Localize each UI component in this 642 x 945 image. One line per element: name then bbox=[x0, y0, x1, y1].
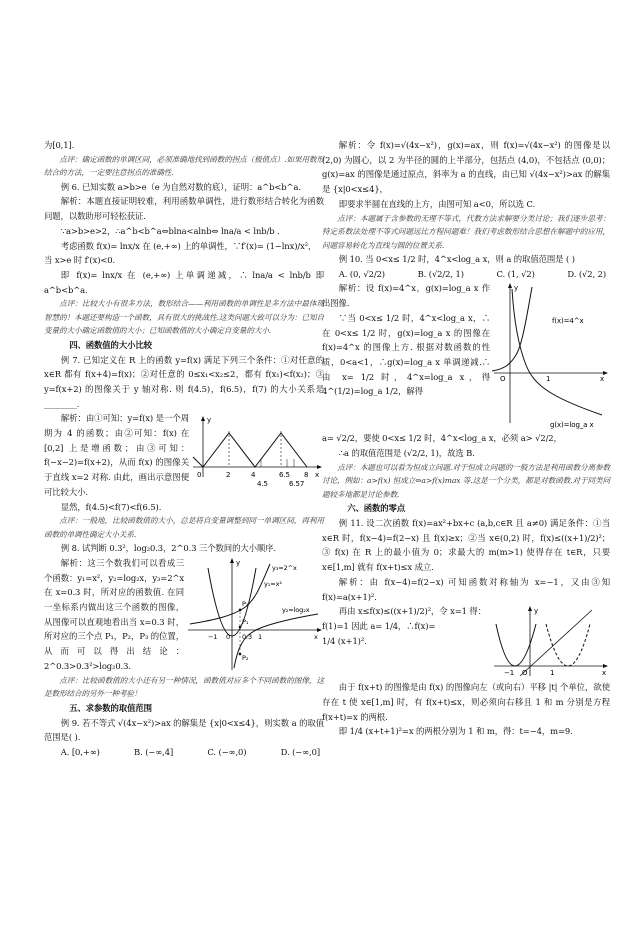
tick-label: 6.57 bbox=[289, 480, 305, 489]
result-line: 显然，f(4.5)<f(7)<f(6.5). bbox=[60, 501, 162, 512]
three-functions-figure bbox=[184, 556, 324, 674]
example-11-title: 例 11. 设二次函数 f(x)=ax²+bx+c (a,b,c∈R 且 a≠0) 满足条件：①当 x∈R 时，f(x−4)=f(2−x) 且 f(x)≥x；②当 x∈(0,2) 时，f(x)≤((x+1)/2)²；③ f(x) 在 R 上的最小值为 0；求最大的 m(m>1) 使得存在 t∈R，只要 x∈[1,m] 就有 f(x+t)≤x 成立. bbox=[322, 518, 610, 573]
analysis: f(1)=1 因此 a= 1/4，∴f(x)= bbox=[322, 620, 436, 631]
curve-label: f(x)=4^x bbox=[552, 317, 584, 326]
text-line: 当 x>e 时 f′(x)<0. bbox=[44, 255, 116, 266]
example-7-title: 例 7. 已知定义在 R 上的函数 y=f(x) 满足下列三个条件：①对任意的 x∈R 都有 f(x+4)=f(x)；②对任意的 0≤x₁<x₂≤2，都有 f(x₁)<f(x₂)；③ y=f(x+2) 的图像关于 y 轴对称. 则 f(4.5)，f(6.5)，f(7) 的大小关系是________. bbox=[44, 354, 324, 409]
tick-label: 0 bbox=[197, 471, 202, 480]
point-label: P₂ bbox=[242, 653, 249, 662]
answer-options bbox=[44, 745, 324, 760]
tick-label: 0 bbox=[226, 632, 231, 641]
commentary: 点评：确定函数的单调区间，必须准确地找到函数的拐点（极值点）.如果用数形结合的方法，一定要注意拐点的准确性. bbox=[44, 154, 324, 178]
commentary: 点评：比较大小有很多方法，数形结合——利用函数的单调性是多方法中最体现智慧的！本题还要构造一个函数，具有很大的挑战性.这类问题大致可以分为：已知自变量的大小确定函数值的大小；已知函数值的大小确定自变量的大小. bbox=[44, 299, 324, 336]
point-label: P₃ bbox=[242, 599, 249, 608]
formula-line: ∵a>b>e>2，∴a^b<b^a⇔blna<alnb⇔ lna/a < lnb/b . bbox=[60, 225, 280, 236]
option-b: B. (√2/2, 1) bbox=[417, 268, 464, 279]
tick-label: O bbox=[500, 375, 506, 384]
exp-log-figure bbox=[490, 281, 610, 431]
tick-label: 6.5 bbox=[279, 471, 290, 480]
commentary: 点评：一般地，比较函数值的大小，总是将自变量调整到同一单调区间，再利用函数的单调性确定大小关系. bbox=[44, 516, 324, 539]
commentary: 点评：本题也可以看为恒成立问题.对于恒成立问题的一般方法是利用函数分离参数讨论，例如：a>f(x) 恒成立⇔a>f(x)max 等.这是一个分类，都是对数函数.对于同类问题较多地都是讨论参数. bbox=[322, 462, 610, 499]
curve-label: y₂=log₂x bbox=[282, 605, 310, 614]
tick-label: 1 bbox=[550, 669, 555, 678]
point-label: P₁ bbox=[242, 617, 249, 626]
analysis: a= √2/2，要使 0<x≤ 1/2 时，4^x<log_a x，必须 a> √2/2， bbox=[322, 433, 562, 444]
right-column bbox=[322, 138, 610, 739]
analysis: 由于 f(x+t) 的图像是由 f(x) 的图像向左（或向右）平移 |t| 个单位，欲使存在 t 使 x∈[1,m] 时，有 f(x+t)≤x，则必须向右移且 1 和 m 分别是方程 f(x+t)=x 的两根. bbox=[322, 682, 610, 722]
tick-label: O bbox=[522, 669, 528, 678]
example-6-title: 例 6. 已知实数 a>b>e（e 为自然对数的底），证明：a^b<b^a. bbox=[60, 181, 301, 192]
analysis: 解析：设 f(x)=4^x，g(x)=log_a x 作出图像. bbox=[322, 283, 490, 309]
y-axis-label: y bbox=[207, 416, 212, 425]
analysis: 解析：本题直接证明较难，利用函数单调性，进行数形结合转化为函数问题，以数助形可轻松获证. bbox=[44, 196, 324, 222]
tick-label: x bbox=[602, 669, 607, 678]
analysis: 解析：令 f(x)=√(4x−x²)，g(x)=ax，则 f(x)=√(4x−x²) 的图像是以 (2,0) 为圆心，以 2 为半径的圆的上半部分，包括点 (4,0)，不包括点 (0,0)；g(x)=ax 的图像是通过原点，斜率为 a 的直线，由已知 √(4x−x²)>ax 的解集是 {x|0<x≤4}， bbox=[322, 140, 610, 195]
formula-line: 即 f(x)= lnx/x 在 (e,+∞) 上单调递减，∴ lna/a < lnb/b 即 a^b<b^a. bbox=[44, 269, 324, 295]
tick-label: −1 bbox=[504, 669, 515, 678]
formula-line: 考虑函数 f(x)= lnx/x 在 (e,+∞) 上的单调性，∵f′(x)= (1−lnx)/x²， bbox=[60, 240, 317, 251]
curve-label: y₁=x² bbox=[264, 579, 282, 588]
y-axis-label: y bbox=[236, 558, 241, 567]
analysis: ∵当 0<x≤ 1/2 时，4^x<log_a x，∴在 0<x≤ 1/2 时，g(x)=log_a x 的图像在 f(x)=4^x 的图像上方. 根据对数函数的性质，0<a<1，∴g(x)=log_a x 单调递减.∴由 x= 1/2 时，4^x=log_a x，得 4^(1/2)=log_a 1/2，解得 bbox=[322, 312, 490, 397]
left-column bbox=[44, 138, 324, 760]
text-line: 为[0,1]. bbox=[44, 140, 75, 150]
example-10-title: 例 10. 当 0<x≤ 1/2 时，4^x<log_a x，则 a 的取值范围是 ( ) bbox=[338, 254, 575, 265]
tick-label: 0.3 bbox=[242, 632, 253, 641]
result-line: 即要求半圆在直线的上方，由图可知 a<0，所以选 C. bbox=[338, 198, 536, 209]
tick-label: 8 bbox=[304, 471, 309, 480]
section-heading: 四、函数值的大小比较 bbox=[69, 339, 152, 350]
analysis: 再由 x≤f(x)≤((x+1)/2)²，令 x=1 得： bbox=[338, 606, 486, 617]
curve-label: g(x)=log_a x bbox=[550, 421, 594, 430]
analysis: 解析：由①可知：y=f(x) 是一个周期为 4 的函数；由②可知：f(x) 在 [0,2] 上是增函数；由③可知：f(−x−2)=f(x+2)，从而 f(x) 的图像关于直线 x=2 对称. 由此，画出示意图便可比较大小. bbox=[44, 413, 189, 497]
option-a: A. [0,+∞) bbox=[60, 747, 100, 758]
option-d: D. (√2, 2) bbox=[567, 268, 606, 279]
tick-label: −1 bbox=[208, 632, 218, 641]
option-d: D. (−∞,0] bbox=[280, 747, 320, 758]
formula-line: 1/4 (x+1)². bbox=[322, 635, 367, 646]
periodic-function-figure bbox=[189, 411, 324, 489]
section-heading: 五、求参数的取值范围 bbox=[69, 702, 152, 713]
tick-label: 4.5 bbox=[257, 480, 268, 489]
example-8-block bbox=[44, 556, 324, 674]
example-7-block bbox=[44, 411, 324, 499]
tick-label: 4 bbox=[251, 471, 256, 480]
tick-label: 2 bbox=[226, 471, 231, 480]
tick-label: x bbox=[600, 375, 605, 384]
analysis: 解析：由 f(x−4)=f(2−x) 可知函数对称轴为 x=−1，又由③知 f(x)=a(x+1)². bbox=[322, 576, 610, 602]
example-11-block bbox=[322, 604, 610, 680]
analysis: 解析：这三个数我们可以看成三个函数：y₁=x²，y₂=log₂x，y₃=2^x 在 x=0.3 时，所对应的函数值. 在同一坐标系内做出这三个函数的图像，从图像可以直观地看出当 x=0.3 时，所对应的三个点 P₁，P₂，P₃ 的位置，从而可以得出结论：2^0.3>0.3²>log₂0.3. bbox=[44, 557, 184, 671]
parabola-figure bbox=[490, 604, 610, 680]
tick-label: x bbox=[315, 471, 320, 480]
tick-label: 1 bbox=[546, 375, 551, 384]
commentary: 点评：本题属于含参数的无理不等式，代数方法求解要分类讨论；我们逐步思考：特定系数法处理不等式问题远比方程问题难！我们考虑数形结合思想在解题中的应用，问题容易转化为直线与圆的位置关系. bbox=[322, 213, 610, 250]
example-8-title: 例 8. 试判断 0.3²，log₂0.3，2^0.3 三个数间的大小顺序. bbox=[60, 543, 277, 554]
option-c: C. (−∞,0) bbox=[207, 747, 247, 758]
option-b: B. (−∞,4] bbox=[134, 747, 174, 758]
example-10-block bbox=[322, 281, 610, 431]
y-axis-label: y bbox=[514, 284, 519, 293]
example-9-title: 例 9. 若不等式 √(4x−x²)>ax 的解集是 {x|0<x≤4}，则实数 a 的取值范围是( ). bbox=[44, 717, 324, 743]
tick-label: x bbox=[314, 632, 318, 641]
answer-options bbox=[322, 267, 610, 282]
result-line: 即 1/4 (x+t+1)²=x 的两根分别为 1 和 m，得：t=−4，m=9. bbox=[338, 726, 573, 737]
result-line: ∴a 的取值范围是 (√2/2, 1)，故选 B. bbox=[338, 448, 475, 459]
curve-label: y₃=2^x bbox=[272, 563, 297, 572]
section-heading: 六、函数的零点 bbox=[347, 503, 406, 514]
commentary: 点评：比较函数值的大小还有另一种情况，函数值对应多个不同函数的图像，这是数形结合的另外一种考验！ bbox=[44, 675, 324, 699]
tick-label: 1 bbox=[258, 632, 263, 641]
option-a: A. (0, √2/2) bbox=[338, 268, 385, 279]
y-axis-label: y bbox=[534, 607, 539, 616]
option-c: C. (1, √2) bbox=[496, 268, 535, 279]
